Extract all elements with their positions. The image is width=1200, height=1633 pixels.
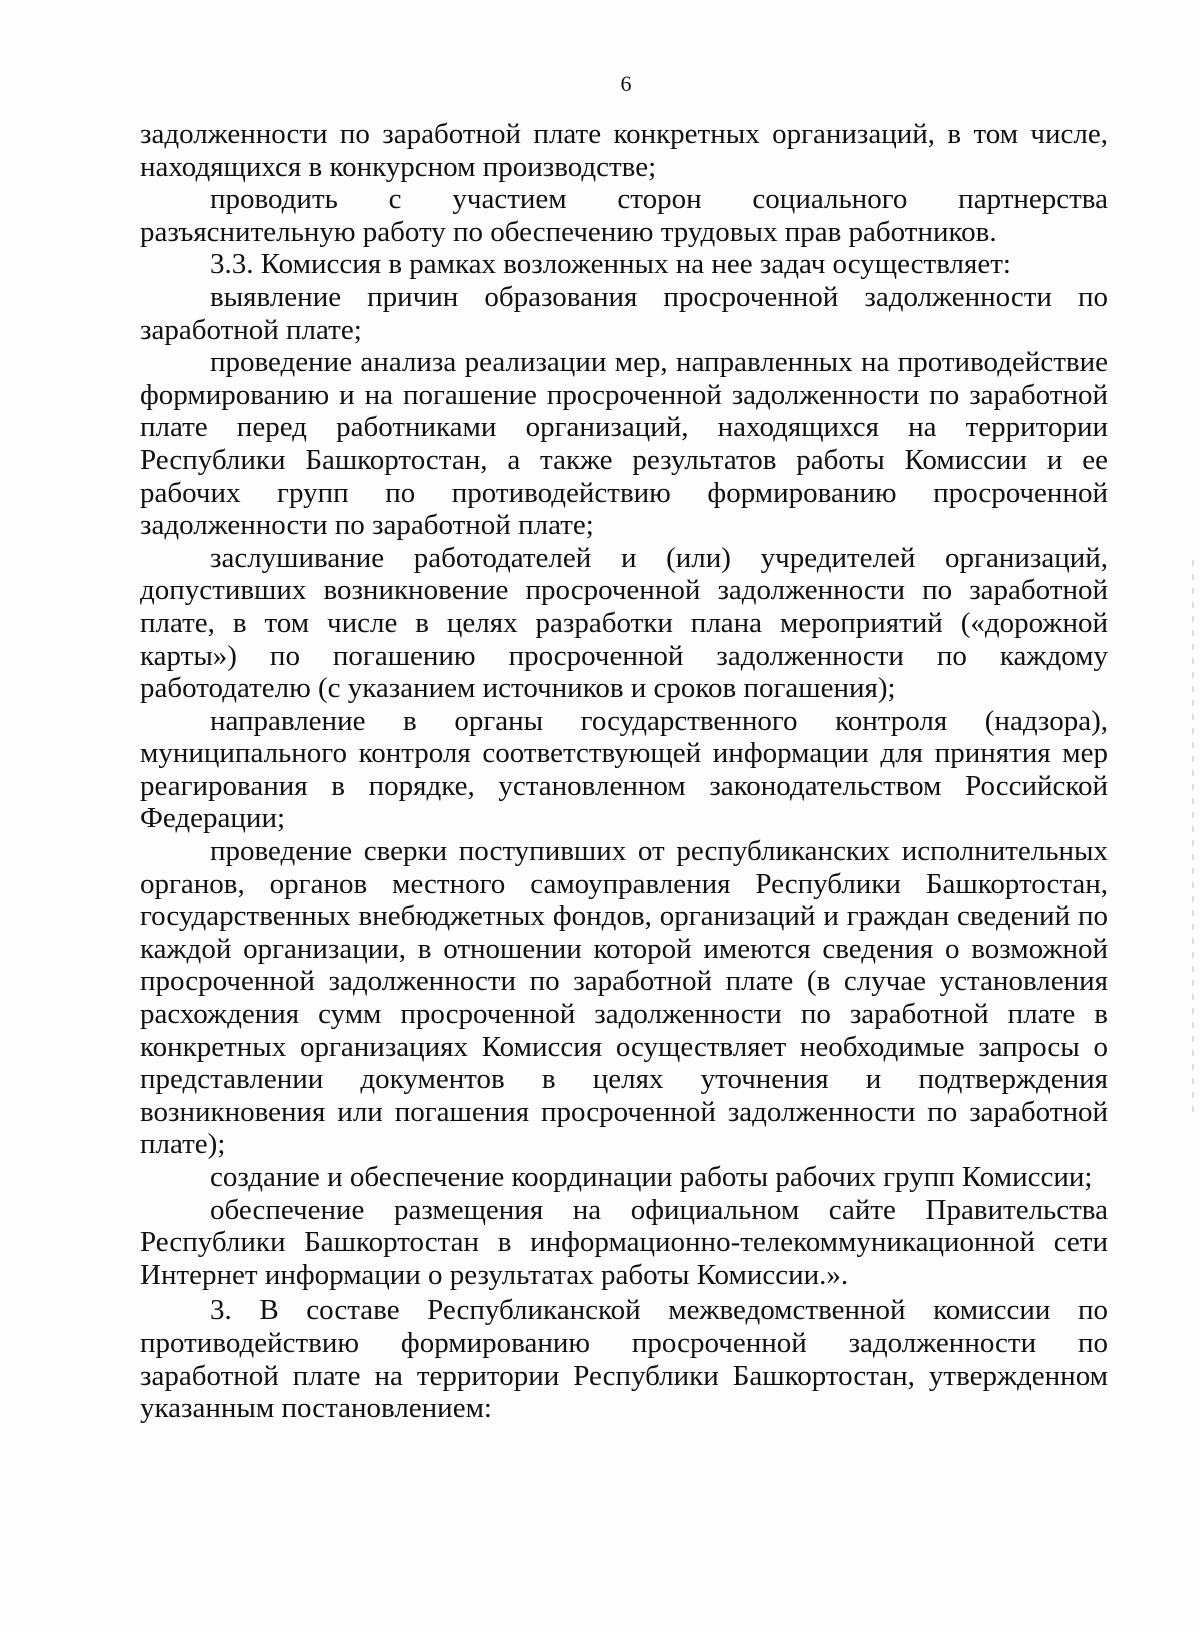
paragraph-section-3-3: 3.3. Комиссия в рамках возложенных на нее задач осуществляет: bbox=[210, 248, 1011, 281]
paragraph-explanatory-work: проводить с участием сторон социального партнерства разъяснительную работу по обеспечению трудовых прав работников. bbox=[140, 183, 1108, 248]
paragraph-website-publication: обеспечение размещения на официальном сайте Правительства Республики Башкортостан в информационно-телекоммуникационной сети Интернет информации о результатах работы Комиссии.». bbox=[140, 1193, 1108, 1291]
paragraph-hearing-employers: заслушивание работодателей и (или) учредителей организаций, допустивших возникновение просроченной задолженности по заработной плате, в том числе в целях разработки плана мероприятий («дорожной карты») по погашению просроченной задолженности по каждому работодателю (с указанием источников и сроков погашения); bbox=[140, 541, 1108, 705]
paragraph-control-bodies: направление в органы государственного контроля (надзора), муниципального контроля соответствующей информации для принятия мер реагирования в порядке, установленном законодательством Российской Федерации; bbox=[140, 704, 1108, 835]
paragraph-working-groups: создание и обеспечение координации работы рабочих групп Комиссии; bbox=[210, 1161, 1093, 1193]
paragraph-identify-causes: выявление причин образования просроченной задолженности по заработной плате; bbox=[140, 280, 1108, 346]
paragraph-reconciliation: проведение сверки поступивших от республиканских исполнительных органов, органов местного самоуправления Республики Башкортостан, государственных внебюджетных фондов, организаций и граждан сведений по каждой организации, в отношении которой имеются сведения о возможной просроченной задолженности по заработной плате (в случае установления расхождения сумм просроченной задолженности по заработной плате в конкретных организациях Комиссия осуществляет необходимые запросы о представлении документов в целях уточнения и подтверждения возникновения или погашения просроченной задолженности по заработной плате); bbox=[140, 835, 1108, 1161]
document-body bbox=[140, 118, 1108, 1425]
page-number: 6 bbox=[620, 71, 632, 96]
paragraph-item-3: 3. В составе Республиканской межведомственной комиссии по противодействию формированию просроченной задолженности по заработной плате на территории Республики Башкортостан, утвержденном указанным постановлением: bbox=[140, 1294, 1108, 1425]
paragraph-analysis: проведение анализа реализации мер, направленных на противодействие формированию и на погашение просроченной задолженности по заработной плате перед работниками организаций, находящихся на территории Республики Башкортостан, а также результатов работы Комиссии и ее рабочих групп по противодействию формированию просроченной задолженности по заработной плате; bbox=[140, 346, 1108, 542]
paragraph-continuation: задолженности по заработной плате конкретных организаций, в том числе, находящихся в конкурсном производстве; bbox=[140, 118, 1108, 183]
scan-edge-artifact bbox=[1192, 560, 1194, 1120]
